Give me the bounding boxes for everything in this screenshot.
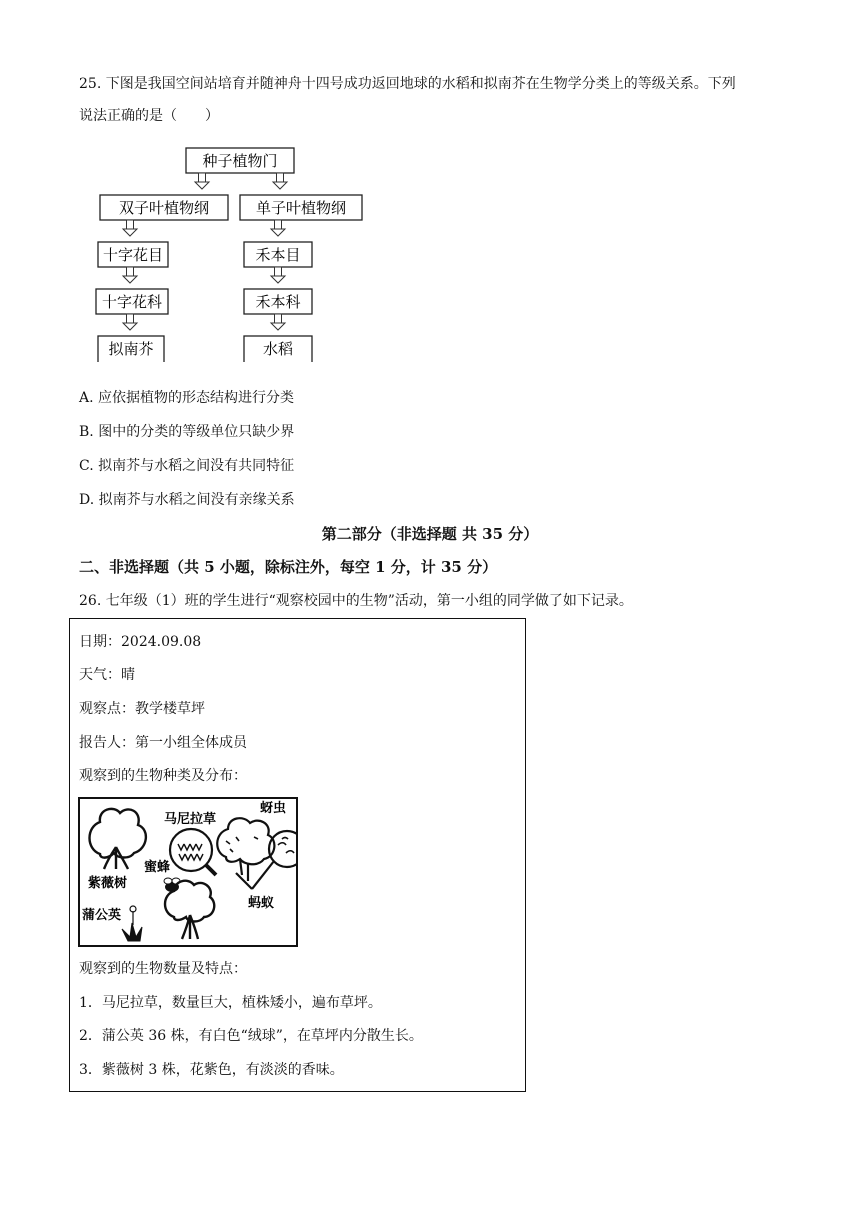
q25-option-c: C. 拟南芥与水稻之间没有共同特征 (79, 458, 295, 474)
q25-stem-line1: 25. 下图是我国空间站培育并随神舟十四号成功返回地球的水稻和拟南芥在生物学分类上的等级关系。下列 (79, 76, 736, 92)
record-site: 观察点：教学楼草坪 (79, 701, 205, 717)
q25-option-d: D. 拟南芥与水稻之间没有亲缘关系 (79, 492, 295, 508)
label-left-4: 拟南芥 (108, 340, 154, 358)
label-bee: 蜜蜂 (144, 860, 171, 875)
classification-diagram (90, 140, 380, 362)
record-item-3: 3．紫薇树 3 株，花紫色，有淡淡的香味。 (79, 1062, 344, 1078)
label-left-3: 十字花科 (101, 293, 163, 311)
section2-title: 二、非选择题（共 5 小题，除标注外，每空 1 分，计 35 分） (79, 558, 498, 576)
record-count-heading: 观察到的生物数量及特点： (79, 961, 247, 977)
record-reporter: 报告人：第一小组全体成员 (79, 735, 247, 751)
q26-stem: 26. 七年级（1）班的学生进行“观察校园中的生物”活动，第一小组的同学做了如下记录。 (79, 593, 633, 609)
record-date: 日期：2024.09.08 (79, 634, 202, 650)
label-right-1: 单子叶植物纲 (255, 199, 347, 217)
record-item-2: 2．蒲公英 36 株，有白色“绒球”，在草坪内分散生长。 (79, 1028, 423, 1044)
q25-stem-line2: 说法正确的是（ ） (79, 108, 219, 124)
label-crape: 紫薇树 (88, 876, 128, 891)
label-ant: 蚂蚁 (248, 896, 275, 911)
observation-picture (78, 797, 298, 947)
q25-option-a: A. 应依据植物的形态结构进行分类 (79, 390, 295, 406)
label-left-1: 双子叶植物纲 (118, 199, 210, 217)
record-item-1: 1．马尼拉草，数量巨大，植株矮小，遍布草坪。 (79, 995, 382, 1011)
label-right-3: 禾本科 (255, 293, 301, 311)
label-dandelion: 蒲公英 (82, 908, 122, 923)
label-left-2: 十字花目 (102, 246, 164, 264)
bee-icon (164, 878, 180, 892)
record-species-heading: 观察到的生物种类及分布： (79, 768, 247, 784)
part2-title: 第二部分（非选择题 共 35 分） (321, 525, 539, 543)
record-weather: 天气：晴 (79, 667, 135, 683)
q25-option-b: B. 图中的分类的等级单位只缺少界 (79, 424, 295, 440)
label-phylum: 种子植物门 (202, 152, 278, 170)
label-aphid: 蚜虫 (260, 801, 287, 816)
label-right-2: 禾本目 (255, 246, 301, 264)
label-right-4: 水稻 (262, 340, 294, 358)
label-grass: 马尼拉草 (164, 812, 217, 827)
